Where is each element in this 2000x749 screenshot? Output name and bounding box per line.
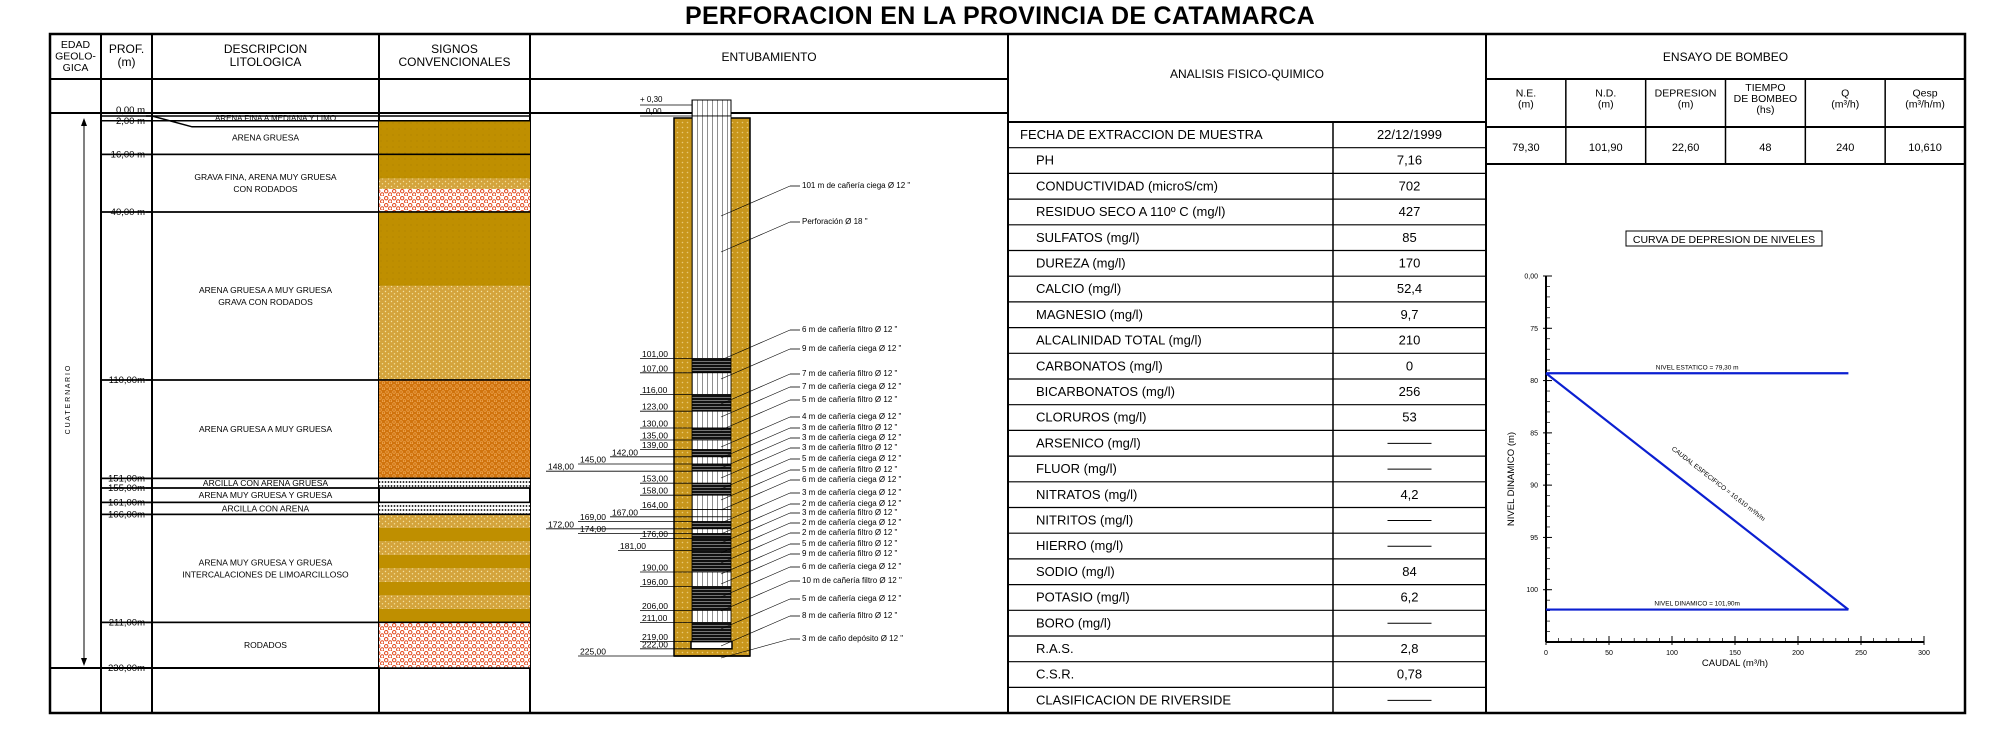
casing-depth-label: 135,00 <box>642 430 668 441</box>
casing-segment <box>692 116 731 358</box>
casing-depth-label: 142,00 <box>612 447 638 458</box>
deposit-pipe <box>691 642 732 649</box>
x-tick-label: 250 <box>1855 650 1867 657</box>
y-axis-label: NIVEL DINAMICO (m) <box>1506 431 1517 527</box>
casing-segment <box>692 428 731 440</box>
stratum-label: ARENA GRUESA <box>231 132 300 143</box>
page-title: PERFORACION EN LA PROVINCIA DE CATAMARCA <box>684 2 1316 30</box>
x-tick-label: 50 <box>1605 650 1613 657</box>
casing-annotation: 3 m de cañería filtro Ø 12 " <box>802 423 898 432</box>
casing-annotation: 9 m de cañería filtro Ø 12 " <box>802 549 898 558</box>
analysis-value: 0 <box>1405 358 1414 374</box>
analysis-label: FLUOR (mg/l) <box>1036 461 1117 477</box>
stratum-5 <box>199 490 333 500</box>
pump-value: 48 <box>1759 142 1772 154</box>
pump-header: N.D. <box>1595 87 1617 100</box>
stratum-1 <box>194 154 530 212</box>
casing-segment <box>692 457 731 464</box>
casing-annotation: 5 m de cañería filtro Ø 12 " <box>802 395 898 404</box>
stratum-fill <box>379 121 530 155</box>
depth-label: 161,00m <box>108 497 145 509</box>
casing-depth-label: 158,00 <box>642 485 668 496</box>
arrow-down-icon <box>81 658 87 666</box>
pump-value: 10,610 <box>1908 142 1942 154</box>
series-label: NIVEL ESTATICO = 79,30 m <box>1655 364 1739 372</box>
casing-annotation: 2 m de cañería filtro Ø 12 " <box>802 528 898 537</box>
stratum-fill <box>379 212 530 286</box>
y-tick-label: 80 <box>1530 378 1538 386</box>
stratum-label: ARCILLA CON ARENA GRUESA <box>202 478 329 489</box>
top-layer-label: ARENA FINA A MEDIANA Y LIMO <box>214 114 337 123</box>
pump-header: DEPRESION <box>1654 87 1717 100</box>
analysis-label: ALCALINIDAD TOTAL (mg/l) <box>1036 332 1202 348</box>
pump-value: 79,30 <box>1512 142 1540 154</box>
stratum-6 <box>222 502 530 514</box>
depth-label: 211,00m <box>108 617 145 629</box>
casing-annotation: 101 m de cañería ciega Ø 12 " <box>802 181 911 190</box>
stratum-label: ARENA GRUESA A MUY GRUESA <box>198 424 333 435</box>
casing-annotation: 2 m de cañería ciega Ø 12 " <box>802 518 902 527</box>
x-tick-label: 150 <box>1729 650 1741 657</box>
casing-depth-label: 176,00 <box>642 528 668 539</box>
depth-label: 110,00m <box>108 375 145 386</box>
casing-annotation: 5 m de cañería ciega Ø 12 " <box>802 594 902 603</box>
casing-depth-label: 130,00 <box>642 418 668 429</box>
analysis-value: 702 <box>1398 178 1421 194</box>
analysis-label: RESIDUO SECO A 110º C (mg/l) <box>1036 204 1226 220</box>
depth-label: 230,00m <box>108 663 145 674</box>
stratum-fill <box>379 189 530 212</box>
casing-depth-label: 169,00 <box>580 512 606 523</box>
pump-header: (m) <box>1597 98 1614 111</box>
stratum-2 <box>199 212 530 380</box>
casing-segment <box>692 450 731 457</box>
casing-depth-label: 190,00 <box>642 562 668 573</box>
analysis-label: HIERRO (mg/l) <box>1036 538 1124 554</box>
stratum-label: ARCILLA CON ARENA <box>221 503 310 514</box>
casing-segment <box>692 586 731 610</box>
casing-annotation: 3 m de cañería filtro Ø 12 " <box>802 443 898 452</box>
analysis-label: C.S.R. <box>1036 666 1075 682</box>
casing-depth-label: 172,00 <box>548 519 574 530</box>
analysis-label: NITRITOS (mg/l) <box>1036 512 1134 528</box>
pump-value: 101,90 <box>1588 142 1623 154</box>
pump-header: DE BOMBEO <box>1733 93 1798 105</box>
era-label: C U A T E R N A R I O <box>65 365 72 435</box>
series-line-2 <box>1546 373 1848 609</box>
casing-depth-label: 222,00 <box>642 639 668 650</box>
analysis-label: PH <box>1036 152 1055 168</box>
stratum-band <box>379 541 530 555</box>
stratum-8 <box>244 622 530 668</box>
casing-depth-label: 219,00 <box>642 632 668 643</box>
header-analisis: ANALISIS FISICO-QUIMICO <box>1169 67 1325 81</box>
analysis-label: MAGNESIO (mg/l) <box>1036 306 1143 322</box>
depth-label: 2,00 m <box>115 115 145 127</box>
analysis-value: 6,2 <box>1400 589 1419 605</box>
x-axis-label: CAUDAL (m³/h) <box>1701 658 1769 669</box>
stratum-7 <box>182 514 530 622</box>
stratum-label: CON RODADOS <box>233 184 298 195</box>
casing-segment <box>692 495 731 509</box>
pump-header: Qesp <box>1912 87 1938 100</box>
casing-segment <box>692 358 731 372</box>
analysis-value: 4,2 <box>1400 486 1419 502</box>
analysis-value: 84 <box>1402 563 1417 579</box>
casing-annotation: 3 m de caño depósito Ø 12 " <box>802 634 904 643</box>
stratum-fill <box>379 380 530 478</box>
stratum-3 <box>199 380 530 478</box>
stratum-fill <box>379 622 530 668</box>
casing-depth-label: 211,00 <box>642 612 668 623</box>
casing-depth-label: 225,00 <box>580 646 606 657</box>
depth-label: 40,00 m <box>110 207 145 218</box>
y-tick-label: 90 <box>1530 482 1538 490</box>
header-signos: SIGNOS <box>431 42 478 56</box>
arrow-up-icon <box>81 118 87 126</box>
stratum-label: ARENA GRUESA A MUY GRUESA <box>198 285 333 295</box>
casing-depth-label: 181,00 <box>620 540 646 551</box>
analysis-label: DUREZA (mg/l) <box>1036 255 1126 271</box>
analysis-value: 85 <box>1402 229 1417 245</box>
stratum-fill <box>379 502 530 514</box>
y-tick-label: 75 <box>1530 325 1538 333</box>
stratum-fill <box>379 286 530 380</box>
analysis-label: BORO (mg/l) <box>1036 615 1112 631</box>
analysis-label: SULFATOS (mg/l) <box>1036 229 1140 245</box>
casing-annotation: 5 m de cañería filtro Ø 12 " <box>802 539 898 548</box>
analysis-value: 170 <box>1398 255 1421 271</box>
analysis-label: FECHA DE EXTRACCION DE MUESTRA <box>1020 127 1263 142</box>
analysis-label: R.A.S. <box>1036 641 1074 656</box>
casing-segment <box>692 440 731 450</box>
casing-depth-label: 174,00 <box>580 524 606 535</box>
casing-segment <box>692 610 731 622</box>
series-label: CAUDAL ESPECIFICO = 10,610 m³/h/m <box>1670 445 1767 523</box>
analysis-value: 0,78 <box>1396 666 1423 682</box>
header-ensayo: ENSAYO DE BOMBEO <box>1662 50 1789 64</box>
stratum-0 <box>232 121 530 155</box>
analysis-value: 9,7 <box>1400 306 1419 322</box>
pump-header: (m³/h/m) <box>1905 98 1945 111</box>
stratum-band <box>379 555 530 569</box>
stratum-label: GRAVA CON RODADOS <box>218 297 313 307</box>
stratum-label: RODADOS <box>244 640 287 651</box>
stratum-band <box>379 568 530 582</box>
casing-annotation: 5 m de cañería filtro Ø 12 " <box>802 465 898 474</box>
analysis-value: 7,16 <box>1396 152 1423 168</box>
y-tick-label: 100 <box>1526 587 1538 595</box>
stratum-label: ARENA MUY GRUESA Y GRUESA <box>198 557 333 568</box>
casing-segment <box>692 483 731 495</box>
stratum-band <box>379 528 530 542</box>
casing-segment <box>692 622 731 641</box>
analysis-value: 52,4 <box>1396 281 1423 297</box>
casing-segment <box>692 529 731 534</box>
analysis-label: CALCIO (mg/l) <box>1036 281 1122 297</box>
pump-header: (m) <box>1677 98 1694 111</box>
y-tick-label: 0,00 <box>1524 273 1538 281</box>
casing-annotation: 3 m de cañería filtro Ø 12 " <box>802 508 898 517</box>
stratum-4 <box>203 478 530 488</box>
casing-segment <box>692 373 731 395</box>
stratum-fill <box>379 478 530 488</box>
casing-segment <box>692 471 731 483</box>
stratum-band <box>379 514 530 528</box>
pump-value: 240 <box>1836 142 1855 154</box>
depth-label: 16,00 m <box>110 149 145 161</box>
analysis-label: SODIO (mg/l) <box>1036 563 1115 579</box>
analysis-label: NITRATOS (mg/l) <box>1036 486 1138 502</box>
x-tick-label: 300 <box>1918 650 1930 657</box>
stratum-fill <box>379 179 530 189</box>
casing-annotation: 4 m de cañería ciega Ø 12 " <box>802 412 902 421</box>
casing-segment <box>692 522 731 529</box>
casing-annotation: 8 m de cañería filtro Ø 12 " <box>802 611 898 620</box>
casing-segment <box>692 572 731 586</box>
series-label: NIVEL DINAMICO = 101,90m <box>1654 600 1740 608</box>
casing-depth-label: 139,00 <box>642 440 668 451</box>
pump-value: 22,60 <box>1671 142 1700 154</box>
x-tick-label: 0 <box>1544 650 1548 657</box>
stratum-band <box>379 609 530 623</box>
depth-label: 151,00m <box>108 473 145 485</box>
x-tick-label: 100 <box>1666 650 1678 657</box>
stratum-label: ARENA MUY GRUESA Y GRUESA <box>198 490 333 501</box>
header-descripcion: DESCRIPCION <box>223 42 308 56</box>
analysis-label: POTASIO (mg/l) <box>1036 589 1130 605</box>
analysis-value: 427 <box>1398 204 1421 220</box>
casing-depth-label: 123,00 <box>642 401 668 412</box>
casing-annotation: 10 m de cañería filtro Ø 12 " <box>802 576 902 585</box>
analysis-value: 210 <box>1398 332 1421 348</box>
casing-depth-label: 196,00 <box>642 576 668 587</box>
pump-header: Q <box>1841 87 1850 100</box>
casing-depth-label: 164,00 <box>642 500 668 511</box>
stratum-label: INTERCALACIONES DE LIMOARCILLOSO <box>182 569 349 580</box>
pump-header: (m³/h) <box>1831 98 1860 111</box>
pump-header: (m) <box>1518 98 1534 111</box>
header-signos: CONVENCIONALES <box>398 55 511 69</box>
casing-depth-label: 167,00 <box>612 507 638 518</box>
casing-annotation: 6 m de cañería ciega Ø 12 " <box>802 475 902 484</box>
analysis-label: ARSENICO (mg/l) <box>1036 435 1141 451</box>
casing-annotation: 5 m de cañería ciega Ø 12 " <box>802 454 902 463</box>
casing-segment <box>692 464 731 471</box>
casing-depth-label: 116,00 <box>642 384 668 395</box>
casing-segment <box>692 510 731 517</box>
casing-depth-label: 145,00 <box>580 454 606 465</box>
casing-zero-label: 0,00 <box>646 107 662 116</box>
casing-annotation: 6 m de cañería filtro Ø 12 " <box>802 325 898 334</box>
casing-segment <box>692 394 731 411</box>
pump-header: N.E. <box>1515 87 1537 100</box>
analysis-label: CONDUCTIVIDAD (microS/cm) <box>1036 178 1218 194</box>
casing-depth-label: 148,00 <box>548 461 574 472</box>
analysis-value: 22/12/1999 <box>1376 127 1443 142</box>
analysis-label: BICARBONATOS (mg/l) <box>1036 384 1175 399</box>
chart-title: CURVA DE DEPRESION DE NIVELES <box>1632 234 1816 246</box>
casing-annotation: 9 m de cañería ciega Ø 12 " <box>802 344 902 353</box>
header-prof: PROF. <box>108 42 145 56</box>
casing-annotation: 2 m de cañería ciega Ø 12 " <box>802 499 902 508</box>
casing-annotation: 7 m de cañería ciega Ø 12 " <box>802 382 902 391</box>
header-edad: GICA <box>62 62 89 74</box>
header-entubamiento: ENTUBAMIENTO <box>721 50 817 64</box>
casing-depth-label: 153,00 <box>642 473 668 484</box>
pump-header: TIEMPO <box>1745 82 1786 94</box>
pump-header: (hs) <box>1756 104 1775 116</box>
analysis-label: CARBONATOS (mg/l) <box>1036 358 1163 374</box>
analysis-value: 256 <box>1398 384 1421 399</box>
casing-plus-label: + 0,30 <box>640 95 663 104</box>
casing-depth-label: 206,00 <box>642 600 668 611</box>
stratum-fill <box>379 154 530 178</box>
casing-annotation: 7 m de cañería filtro Ø 12 " <box>802 369 898 378</box>
stratum-label: GRAVA FINA, ARENA MUY GRUESA <box>194 172 337 183</box>
header-edad: GEOLO- <box>55 50 96 63</box>
x-tick-label: 200 <box>1792 650 1804 657</box>
casing-segment <box>692 534 731 539</box>
header-prof: (m) <box>117 55 136 69</box>
y-tick-label: 85 <box>1530 430 1538 438</box>
analysis-value: 2,8 <box>1400 641 1419 656</box>
casing-segment <box>692 411 731 428</box>
casing-annotation: 3 m de cañería ciega Ø 12 " <box>802 488 902 497</box>
casing-annotation: Perforación Ø 18 " <box>802 217 868 226</box>
casing-segment <box>692 538 731 550</box>
casing-annotation: 6 m de cañería ciega Ø 12 " <box>802 562 902 571</box>
casing-top <box>692 100 731 116</box>
depth-label: 0,00 m <box>115 105 145 116</box>
analysis-label: CLASIFICACION DE RIVERSIDE <box>1036 692 1232 708</box>
stratum-band <box>379 582 530 596</box>
casing-depth-label: 101,00 <box>642 348 668 359</box>
stratum-band <box>379 595 530 609</box>
depth-label: 166,00m <box>108 509 145 521</box>
analysis-label: CLORUROS (mg/l) <box>1036 409 1147 425</box>
casing-annotation: 3 m de cañería ciega Ø 12 " <box>802 433 902 442</box>
header-descripcion: LITOLOGICA <box>229 55 302 69</box>
y-tick-label: 95 <box>1530 534 1538 542</box>
casing-depth-label: 107,00 <box>642 363 668 374</box>
depth-label: 155,00m <box>108 483 145 494</box>
header-edad: EDAD <box>60 39 91 51</box>
analysis-value: 53 <box>1402 409 1417 425</box>
